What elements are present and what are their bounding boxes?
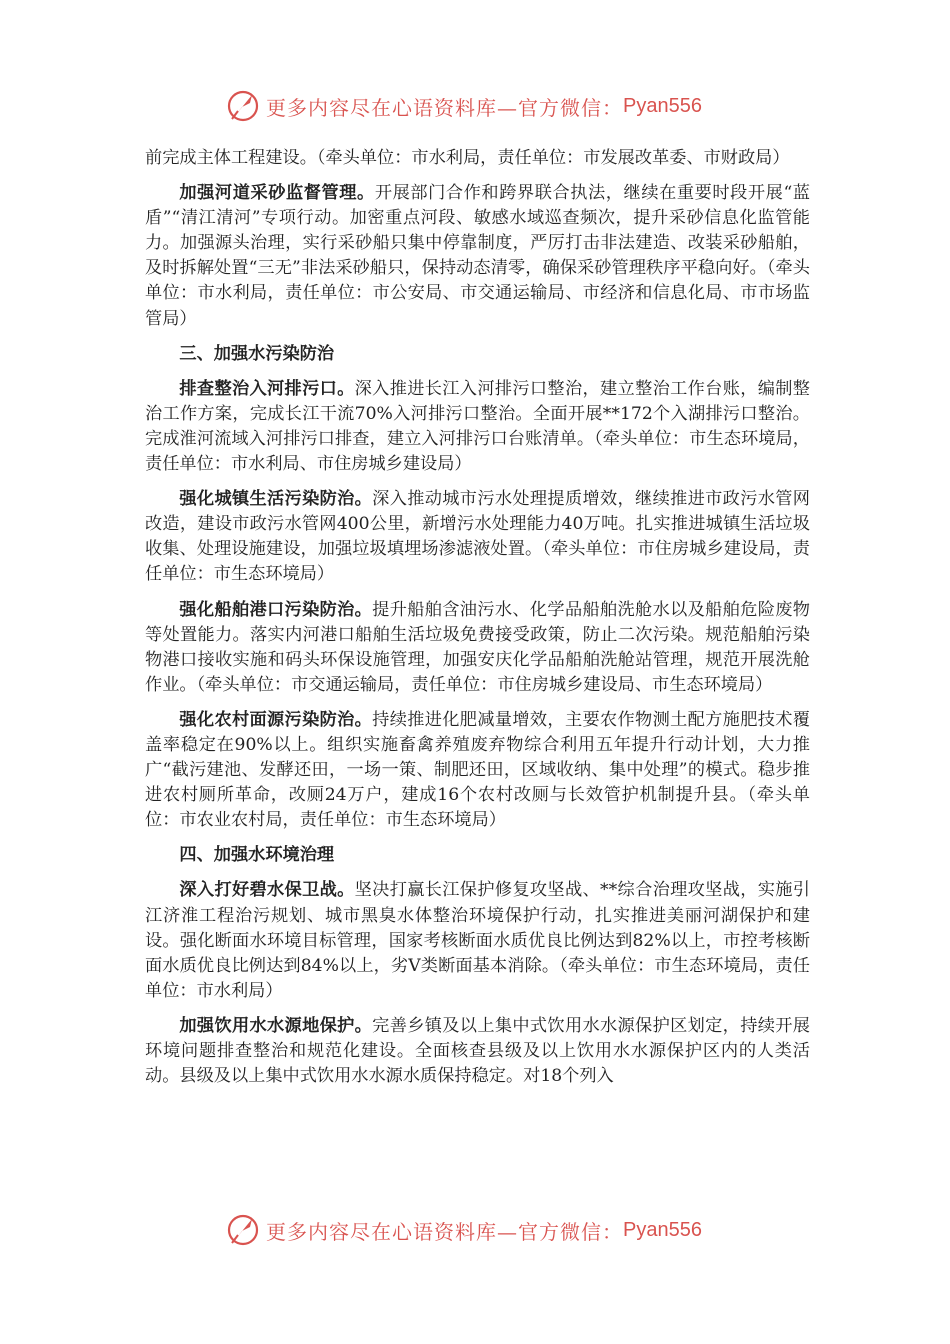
paragraph-lead: 加强饮用水水源地保护。 bbox=[179, 1015, 373, 1036]
paragraph-clear-water bbox=[145, 878, 810, 1003]
paragraph-text: 提升船舶含油污水、化学品船舶洗舱水以及船舶危险废物等处置能力。落实内河港口船舶生活垃圾免费接受政策，防止二次污染。规范船舶污染物港口接收实施和码头环保设施管理，加强安庆化学品船舶洗舱站管理，规范开展洗舱作业。（牵头单位：市交通运输局，责任单位：市住房城乡建设局、市生态环境局） bbox=[145, 599, 810, 695]
banner-wechat-id: Pyan556 bbox=[623, 1218, 702, 1241]
paragraph-rural bbox=[145, 708, 810, 833]
paragraph-lead: 强化船舶港口污染防治。 bbox=[179, 599, 373, 620]
header-banner bbox=[226, 86, 702, 126]
paragraph-lead: 强化农村面源污染防治。 bbox=[179, 709, 373, 730]
paragraph-outfall bbox=[145, 377, 810, 477]
paragraph-lead: 加强河道采砂监督管理。 bbox=[179, 183, 375, 204]
paragraph-water-source bbox=[145, 1014, 810, 1089]
paragraph-lead: 强化城镇生活污染防治。 bbox=[179, 489, 373, 510]
paragraph-lead: 深入打好碧水保卫战。 bbox=[179, 880, 355, 901]
paragraph-text: 深入推动城市污水处理提质增效，继续推进市政污水管网改造，建设市政污水管网400公里，新增污水处理能力40万吨。扎实推进城镇生活垃圾收集、处理设施建设，加强垃圾填埋场渗滤液处置。（牵头单位：市住房城乡建设局，责任单位：市生态环境局） bbox=[145, 489, 810, 585]
paragraph-sand-mining bbox=[145, 181, 810, 332]
banner-text: 更多内容尽在心语资料库—官方微信： bbox=[266, 95, 623, 120]
section-heading-3: 三、加强水污染防治 bbox=[179, 343, 335, 364]
footer-banner bbox=[226, 1210, 702, 1250]
paragraph-text: 坚决打赢长江保护修复攻坚战、**综合治理攻坚战，实施引江济淮工程治污规划、城市黑臭水体整治环境保护行动，扎实推进美丽河湖保护和建设。强化断面水环境目标管理，国家考核断面水质优良比例达到82%以上，市控考核断面水质优良比例达到84%以上，劣Ⅴ类断面基本消除。（牵头单位：市生态环境局，责任单位：市水利局） bbox=[145, 880, 810, 1001]
quill-pen-icon bbox=[226, 89, 260, 123]
banner-wechat-id: Pyan556 bbox=[623, 94, 702, 117]
banner-text: 更多内容尽在心语资料库—官方微信： bbox=[266, 1219, 623, 1244]
paragraph-text: 完善乡镇及以上集中式饮用水水源保护区划定，持续开展环境问题排查整治和规范化建设。全面核查县级及以上饮用水水源保护区内的人类活动。县级及以上集中式饮用水水源水质保持稳定。对18个列入 bbox=[145, 1015, 810, 1087]
paragraph-lead: 排查整治入河排污口。 bbox=[179, 378, 355, 399]
paragraph-text: 深入推进长江入河排污口整治，建立整治工作台账，编制整治工作方案，完成长江干流70%入河排污口整治。全面开展**172个入湖排污口整治。完成淮河流域入河排污口排查，建立入河排污口台账清单。（牵头单位：市生态环境局，责任单位：市水利局、市住房城乡建设局） bbox=[145, 378, 810, 475]
paragraph-ship-port bbox=[145, 598, 810, 698]
paragraph-text: 持续推进化肥减量增效，主要农作物测土配方施肥技术覆盖率稳定在90%以上。组织实施畜禽养殖废弃物综合利用五年提升行动计划，大力推广“截污建池、发酵还田，一场一策、制肥还田，区域收纳、集中处理”的模式。稳步推进农村厕所革命，改厕24万户，建成16个农村改厕与长效管护机制提升县。（牵头单位：市农业农村局，责任单位：市生态环境局） bbox=[145, 709, 810, 831]
paragraph-text: 开展部门合作和跨界联合执法，继续在重要时段开展“蓝盾”“清江清河”专项行动。加密重点河段、敏感水域巡查频次，提升采砂信息化监管能力。加强源头治理，实行采砂船只集中停靠制度，严厉打击非法建造、改装采砂船舶，及时拆解处置“三无”非法采砂船只，保持动态清零，确保采砂管理秩序平稳向好。（牵头单位：市水利局，责任单位：市公安局、市交通运输局、市经济和信息化局、市市场监管局） bbox=[145, 183, 810, 329]
intro-paragraph: 前完成主体工程建设。（牵头单位：市水利局，责任单位：市发展改革委、市财政局） bbox=[145, 148, 790, 168]
document-body bbox=[145, 146, 810, 1099]
paragraph-urban-pollution bbox=[145, 487, 810, 587]
quill-pen-icon bbox=[226, 1213, 260, 1247]
section-heading-4: 四、加强水环境治理 bbox=[179, 845, 335, 866]
